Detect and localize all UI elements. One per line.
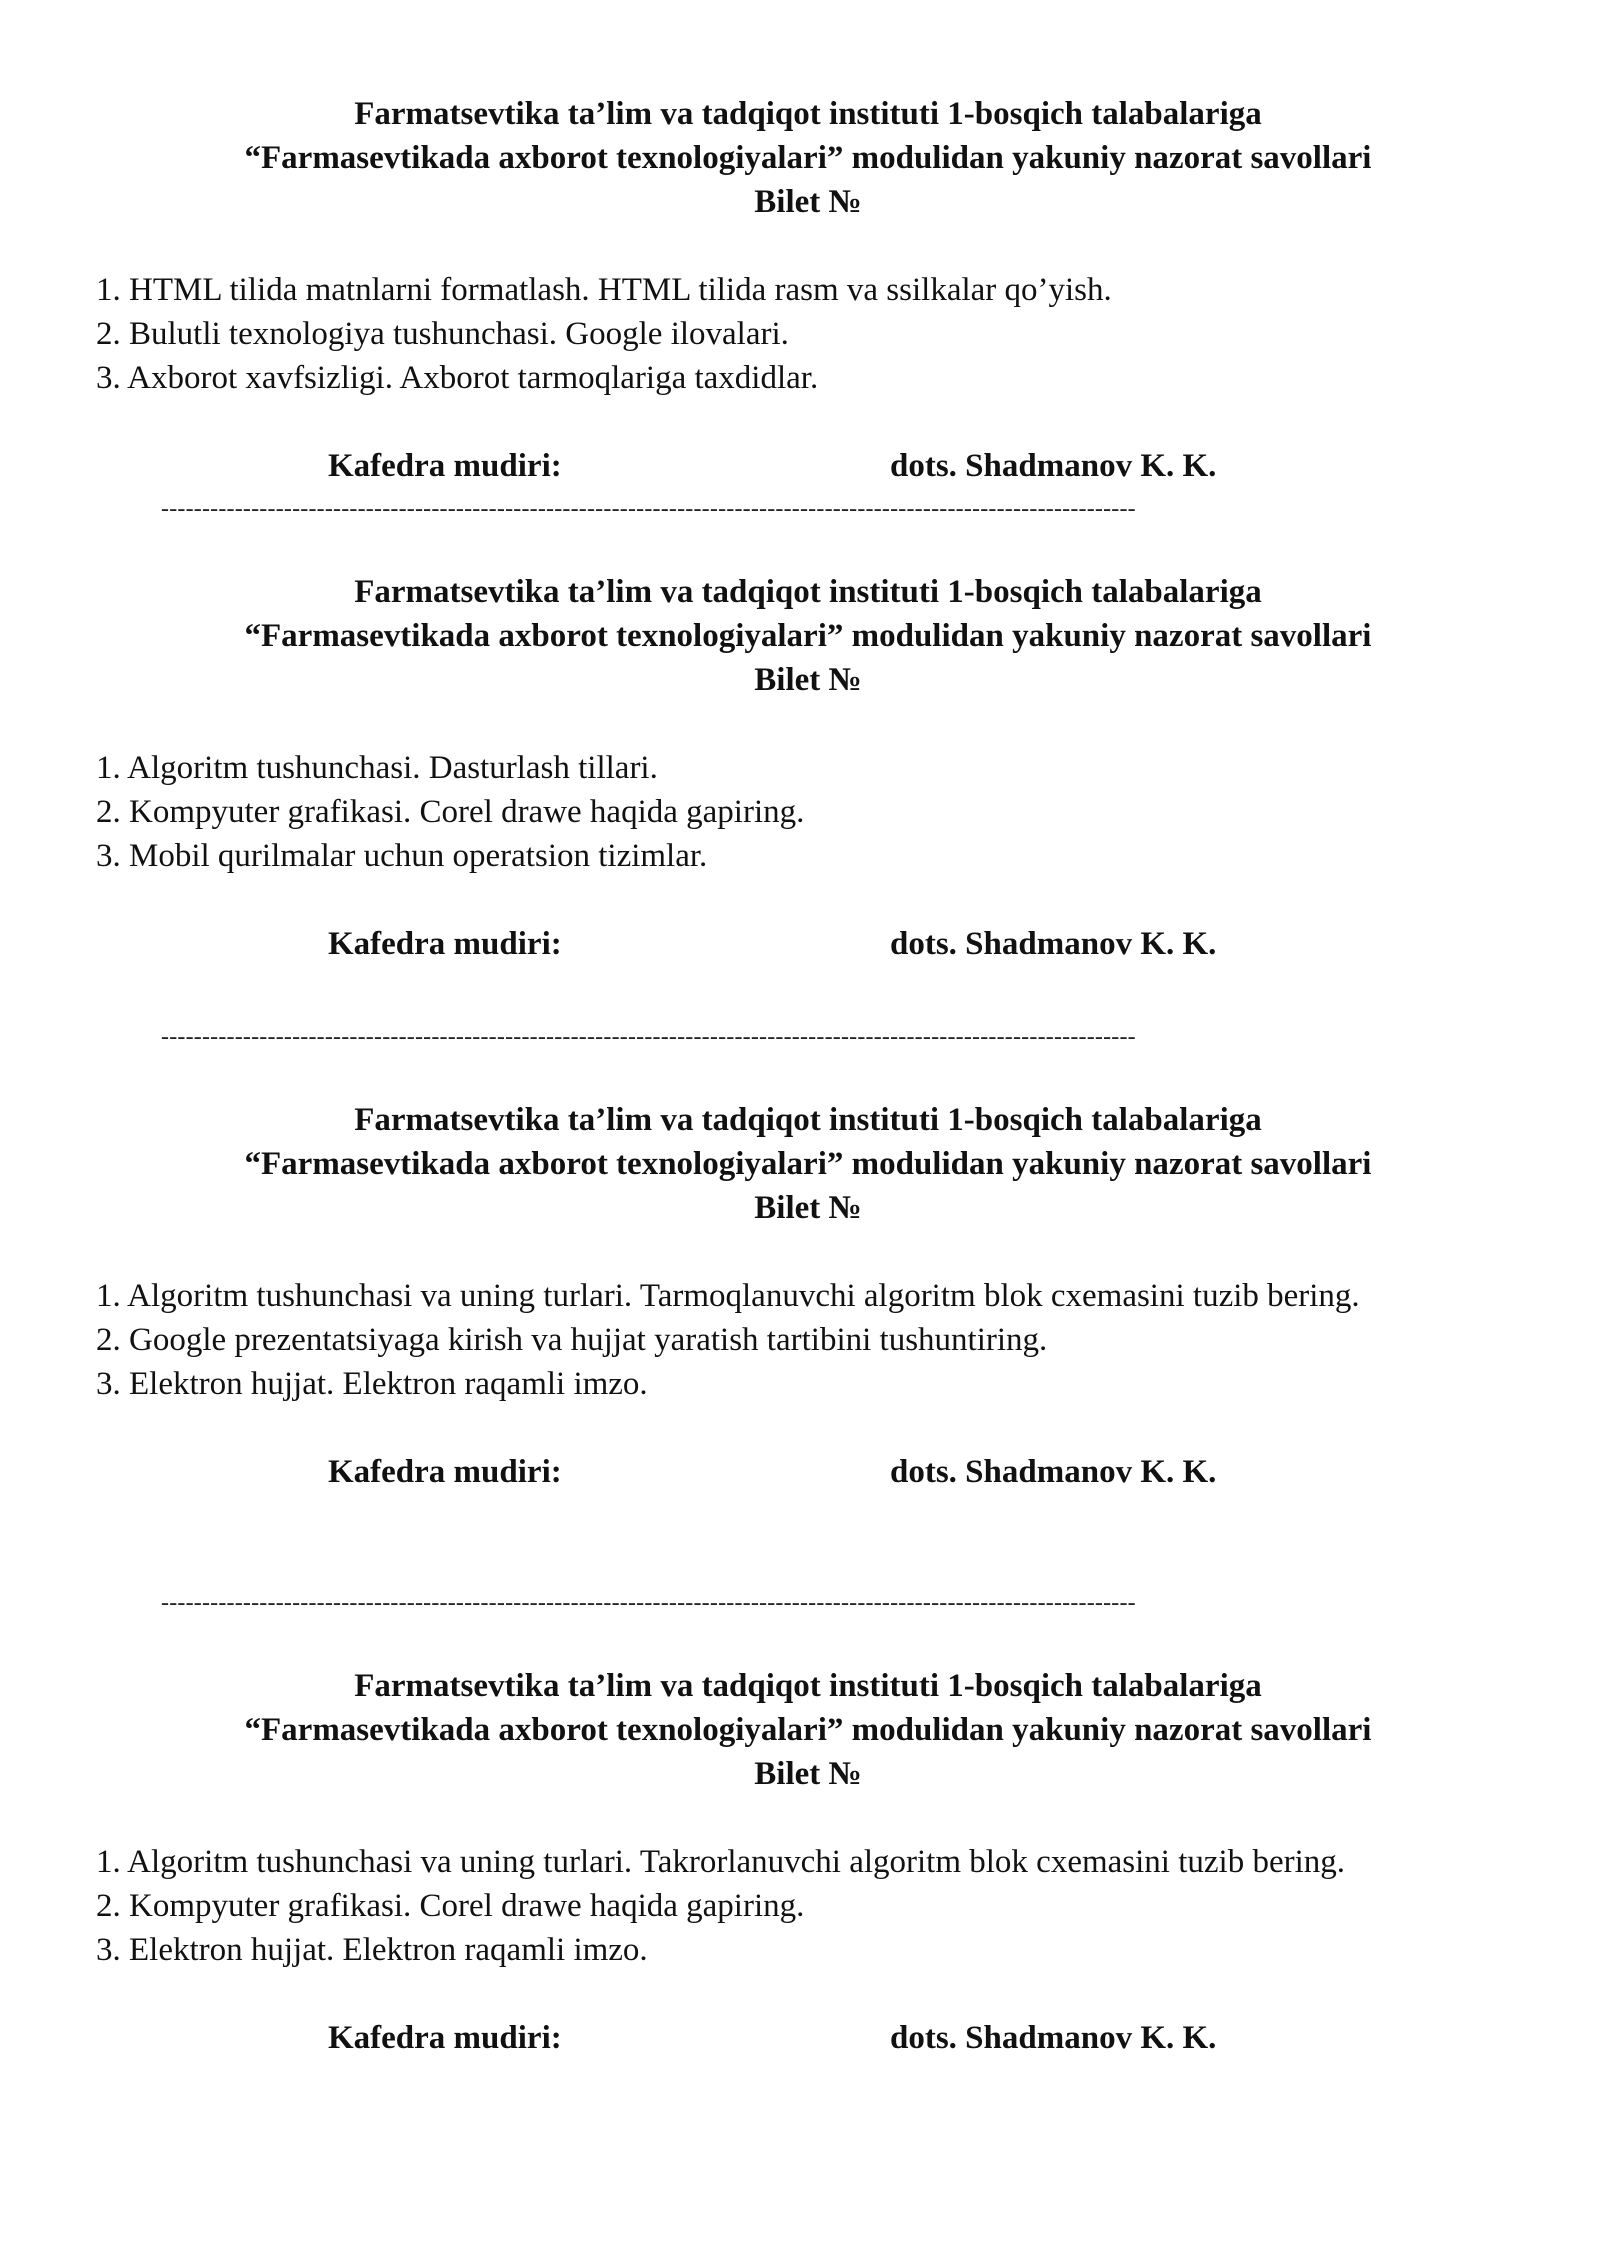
signature-name: dots. Shadmanov K. K. [890,926,1217,962]
question-item: 1. HTML tilida matnlarni formatlash. HTML tilida rasm va ssilkalar qo’yish. [96,272,1112,308]
question-list [96,1274,1504,1406]
institute-line: Farmatsevtika ta’lim va tadqiqot instituti 1-bosqich talabalariga [354,1102,1262,1138]
signature-row [96,2016,1504,2060]
signature-name: dots. Shadmanov K. K. [890,448,1217,484]
ticket-header [104,570,1512,702]
signature-row [96,444,1504,488]
exam-ticket-1 [96,92,1504,488]
question-item: 2. Bulutli texnologiya tushunchasi. Google ilovalari. [96,316,789,352]
exam-ticket-2 [96,570,1504,966]
question-item: 3. Mobil qurilmalar uchun operatsion tizimlar. [96,838,708,874]
ticket-number: Bilet № [754,184,862,220]
exam-ticket-4 [96,1664,1504,2060]
signature-label: Kafedra mudiri: [328,2020,562,2056]
ticket-number: Bilet № [754,1190,862,1226]
question-item: 3. Axborot xavfsizligi. Axborot tarmoqlariga taxdidlar. [96,360,819,396]
question-item: 1. Algoritm tushunchasi va uning turlari. Takrorlanuvchi algoritm blok cxemasini tuzib bering. [96,1844,1346,1880]
signature-label: Kafedra mudiri: [328,926,562,962]
module-title: “Farmasevtikada axborot texnologiyalari” modulidan yakuniy nazorat savollari [244,1146,1372,1182]
question-item: 2. Kompyuter grafikasi. Corel drawe haqida gapiring. [96,1888,805,1924]
ticket-separator: ----------------------------------------------------------------------------------------------------------------------- [161,1025,1136,1049]
module-title: “Farmasevtikada axborot texnologiyalari” modulidan yakuniy nazorat savollari [244,140,1372,176]
exam-ticket-3 [96,1098,1504,1494]
signature-name: dots. Shadmanov K. K. [890,2020,1217,2056]
signature-label: Kafedra mudiri: [328,448,562,484]
question-list [96,268,1504,400]
ticket-separator: ----------------------------------------------------------------------------------------------------------------------- [161,1591,1136,1615]
signature-name: dots. Shadmanov K. K. [890,1454,1217,1490]
signature-label: Kafedra mudiri: [328,1454,562,1490]
institute-line: Farmatsevtika ta’lim va tadqiqot instituti 1-bosqich talabalariga [354,574,1262,610]
module-title: “Farmasevtikada axborot texnologiyalari” modulidan yakuniy nazorat savollari [244,1712,1372,1748]
ticket-number: Bilet № [754,662,862,698]
ticket-separator: ----------------------------------------------------------------------------------------------------------------------- [161,497,1136,521]
module-title: “Farmasevtikada axborot texnologiyalari” modulidan yakuniy nazorat savollari [244,618,1372,654]
signature-row [96,1450,1504,1494]
question-item: 1. Algoritm tushunchasi. Dasturlash tillari. [96,750,658,786]
question-list [96,1840,1504,1972]
ticket-number: Bilet № [754,1756,862,1792]
question-list [96,746,1504,878]
ticket-header [104,1664,1512,1796]
question-item: 1. Algoritm tushunchasi va uning turlari. Tarmoqlanuvchi algoritm blok cxemasini tuzib bering. [96,1278,1360,1314]
question-item: 3. Elektron hujjat. Elektron raqamli imzo. [96,1932,648,1968]
question-item: 2. Kompyuter grafikasi. Corel drawe haqida gapiring. [96,794,805,830]
institute-line: Farmatsevtika ta’lim va tadqiqot instituti 1-bosqich talabalariga [354,96,1262,132]
ticket-header [104,92,1512,224]
ticket-header [104,1098,1512,1230]
question-item: 3. Elektron hujjat. Elektron raqamli imzo. [96,1366,648,1402]
institute-line: Farmatsevtika ta’lim va tadqiqot instituti 1-bosqich talabalariga [354,1668,1262,1704]
question-item: 2. Google prezentatsiyaga kirish va hujjat yaratish tartibini tushuntiring. [96,1322,1048,1358]
signature-row [96,922,1504,966]
